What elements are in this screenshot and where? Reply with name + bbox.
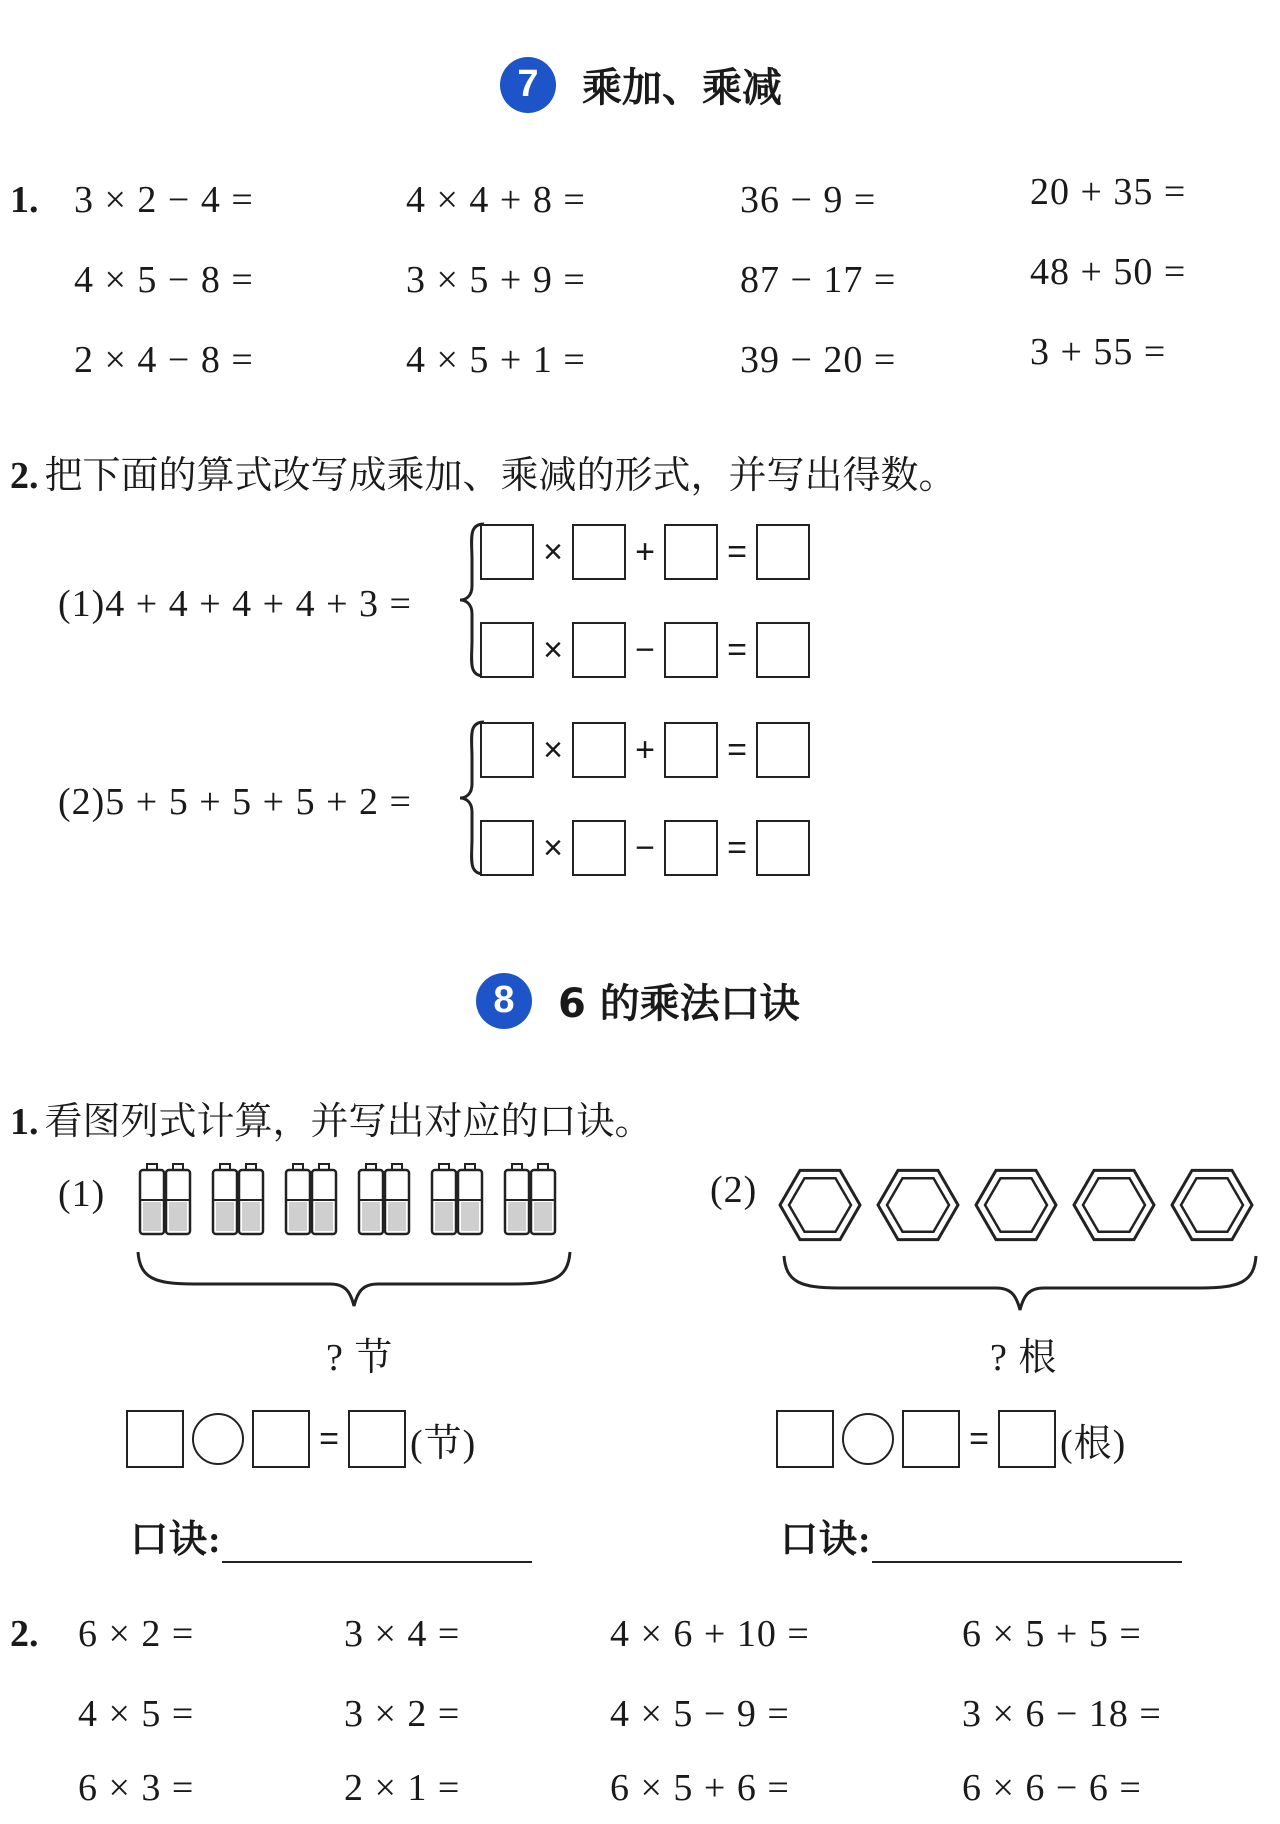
brace-under-batteries xyxy=(134,1248,574,1312)
s8-q2-eq: 6 × 6 − 6 = xyxy=(962,1767,1142,1809)
s7-q1-eq: 3 × 5 + 9 = xyxy=(406,259,586,301)
s8-q2-eq: 3 × 2 = xyxy=(344,1693,461,1735)
stick-hexagon xyxy=(780,1170,860,1239)
op-symbol: × xyxy=(543,630,563,669)
answer-box[interactable] xyxy=(756,622,810,678)
s7-q2-row-2b xyxy=(480,820,810,876)
answer-box[interactable] xyxy=(480,722,534,778)
answer-box[interactable] xyxy=(572,524,626,580)
s7-q2-row-1a xyxy=(480,524,810,580)
op-symbol: × xyxy=(543,532,563,571)
s8-q2-eq: 3 × 6 − 18 = xyxy=(962,1693,1162,1735)
answer-box[interactable] xyxy=(572,722,626,778)
s8-q2-label: 2. xyxy=(10,1613,39,1655)
stick-hexagon xyxy=(976,1170,1056,1239)
answer-box[interactable] xyxy=(664,524,718,580)
s7-q1-eq: 4 × 5 + 1 = xyxy=(406,339,586,381)
answer-box[interactable] xyxy=(348,1410,406,1468)
s7-q1-label: 1. xyxy=(10,179,39,221)
s7-q1-eq: 4 × 4 + 8 = xyxy=(406,179,586,221)
s7-q1-eq: 20 + 35 = xyxy=(1030,171,1187,213)
s8-q1-label: 1. xyxy=(10,1101,39,1143)
answer-box[interactable] xyxy=(902,1410,960,1468)
s8-q2-eq: 6 × 5 + 6 = xyxy=(610,1767,790,1809)
answer-box[interactable] xyxy=(126,1410,184,1468)
brace-under-hexagons xyxy=(780,1252,1260,1316)
s8-q2-eq: 6 × 2 = xyxy=(78,1613,195,1655)
s7-q2-expr-1: (1)4 + 4 + 4 + 4 + 3 = xyxy=(58,583,412,625)
s7-q1-eq: 3 + 55 = xyxy=(1030,331,1167,373)
stick-hexagon xyxy=(1172,1170,1252,1239)
battery-pair xyxy=(286,1164,336,1234)
battery-pair xyxy=(359,1164,409,1234)
battery-pair xyxy=(505,1164,555,1234)
s7-q1-eq: 4 × 5 − 8 = xyxy=(74,259,254,301)
s8-part2-brace-label: ? 根 xyxy=(990,1337,1058,1379)
op-symbol: × xyxy=(543,730,563,769)
s7-q1-eq: 87 − 17 = xyxy=(740,259,897,301)
s8-part1-brace-label: ? 节 xyxy=(326,1337,394,1379)
answer-box[interactable] xyxy=(664,622,718,678)
hexagon-group xyxy=(776,1162,1262,1248)
battery-pair xyxy=(213,1164,263,1234)
op-symbol: × xyxy=(543,828,563,867)
stick-hexagon xyxy=(1074,1170,1154,1239)
s7-q1-eq: 39 − 20 = xyxy=(740,339,897,381)
s7-q1-eq: 2 × 4 − 8 = xyxy=(74,339,254,381)
s8-part2-label: (2) xyxy=(710,1169,758,1211)
s7-q2-row-2a xyxy=(480,722,810,778)
koujue-label: 口诀: xyxy=(780,1519,872,1561)
operator-circle[interactable] xyxy=(842,1413,894,1465)
battery-pair xyxy=(432,1164,482,1234)
answer-box[interactable] xyxy=(480,820,534,876)
unit-label: (根) xyxy=(1060,1422,1127,1465)
s7-q1-eq: 36 − 9 = xyxy=(740,179,877,221)
s7-q2-instruction: 把下面的算式改写成乘加、乘减的形式，并写出得数。 xyxy=(44,453,957,497)
s7-q1-eq: 48 + 50 = xyxy=(1030,251,1187,293)
op-symbol: + xyxy=(635,730,655,769)
op-symbol: − xyxy=(635,630,655,669)
op-symbol: + xyxy=(635,532,655,571)
answer-box[interactable] xyxy=(776,1410,834,1468)
s8-q2-eq: 2 × 1 = xyxy=(344,1767,461,1809)
answer-box[interactable] xyxy=(572,622,626,678)
answer-box[interactable] xyxy=(252,1410,310,1468)
answer-box[interactable] xyxy=(664,820,718,876)
equals-sign: = xyxy=(319,1419,339,1458)
answer-box[interactable] xyxy=(572,820,626,876)
op-symbol: = xyxy=(727,630,747,669)
answer-box[interactable] xyxy=(480,524,534,580)
s8-part2-koujue xyxy=(780,1508,1182,1563)
koujue-label: 口诀: xyxy=(130,1519,222,1561)
s8-q2-eq: 3 × 4 = xyxy=(344,1613,461,1655)
battery-group xyxy=(136,1162,576,1240)
section-8-title-text: 6 的乘法口诀 xyxy=(558,981,800,1027)
section-7-title xyxy=(500,56,782,113)
s8-part1-label: (1) xyxy=(58,1173,106,1215)
op-symbol: − xyxy=(635,828,655,867)
koujue-blank[interactable] xyxy=(222,1517,532,1563)
op-symbol: = xyxy=(727,730,747,769)
s8-q2-eq: 6 × 3 = xyxy=(78,1767,195,1809)
s7-q2-expr-2: (2)5 + 5 + 5 + 5 + 2 = xyxy=(58,781,412,823)
s7-q2-row-1b xyxy=(480,622,810,678)
answer-box[interactable] xyxy=(756,820,810,876)
s8-q2-eq: 4 × 6 + 10 = xyxy=(610,1613,810,1655)
section-7-title-text: 乘加、乘减 xyxy=(582,65,782,111)
s7-q1-eq: 3 × 2 − 4 = xyxy=(74,179,254,221)
section-7-badge: 7 xyxy=(500,57,556,113)
stick-hexagon xyxy=(878,1170,958,1239)
s8-part1-koujue xyxy=(130,1508,532,1563)
koujue-blank[interactable] xyxy=(872,1517,1182,1563)
s8-q1-header xyxy=(10,1090,653,1145)
answer-box[interactable] xyxy=(756,524,810,580)
operator-circle[interactable] xyxy=(192,1413,244,1465)
s8-part2-equation xyxy=(776,1410,1126,1468)
answer-box[interactable] xyxy=(998,1410,1056,1468)
s7-q2-header xyxy=(10,444,957,499)
unit-label: (节) xyxy=(410,1422,477,1465)
s8-part1-equation xyxy=(126,1410,476,1468)
equals-sign: = xyxy=(969,1419,989,1458)
s8-q2-eq: 6 × 5 + 5 = xyxy=(962,1613,1142,1655)
battery-pair xyxy=(140,1164,190,1234)
s8-q2-eq: 4 × 5 = xyxy=(78,1693,195,1735)
section-8-title xyxy=(476,972,800,1029)
s8-q2-eq: 4 × 5 − 9 = xyxy=(610,1693,790,1735)
section-8-badge: 8 xyxy=(476,973,532,1029)
s7-q2-label: 2. xyxy=(10,455,39,497)
op-symbol: = xyxy=(727,532,747,571)
s8-q1-instruction: 看图列式计算，并写出对应的口诀。 xyxy=(44,1099,653,1143)
answer-box[interactable] xyxy=(480,622,534,678)
op-symbol: = xyxy=(727,828,747,867)
answer-box[interactable] xyxy=(756,722,810,778)
answer-box[interactable] xyxy=(664,722,718,778)
